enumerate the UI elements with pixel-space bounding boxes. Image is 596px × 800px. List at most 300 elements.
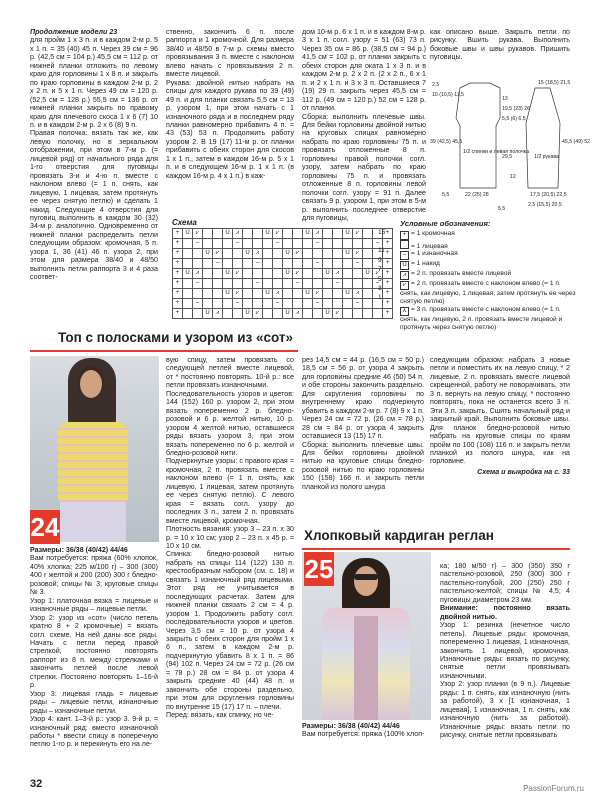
schem-label: 2,5 (432, 82, 440, 88)
scheme-cell (183, 239, 193, 249)
scheme-cell: – (293, 279, 303, 289)
schem-label: 22 (25) 28 (465, 192, 489, 198)
model23-para-1: для пройм 1 х 3 п. и в каждом 2-м р. 5 х 1 п. = 35 (40) 45 п. Через 39 см = 96 р. (42,5 см = 104 р.) 45,5 см = 112 р. от нижней планки отложить по левому краю для горловины 1 х 8 п. и закрыть по краю горловины в каждом 2-м р. 2 х 2 п. и 5 х 1 п. Через 49 см = 120 р. (52,5 см = 128 р.) 55,5 см = 136 р. от нижней планки закрыть по правому краю для плечевого скоса 1 х 6 (7) 10 п. и в каждом 2-м р. 2 х 6 (8) 9 п. (30, 36, 158, 129)
scheme-cell: + (383, 239, 393, 249)
legend-text: = 3 п. провязать вместе с наклоном влево (= 1 п. снять, как лицевую, 2 п. провязать вместе лицевой и протянуть через снятую петлю) (400, 305, 563, 331)
scheme-cell (323, 239, 333, 249)
model24-pattern3: Узор 3: лицевая гладь = лицевые ряды – лицевые петли, изнаночные ряды – изнаночные петли. (30, 689, 158, 715)
schem-label: 13 (502, 96, 508, 102)
scheme-cell (183, 249, 193, 259)
schem-label: 17,5 (20,5) 22,5 (530, 192, 567, 198)
scheme-cell (183, 299, 193, 309)
scheme-cell (303, 279, 313, 289)
scheme-cell (243, 269, 253, 279)
legend-text: = 2 п. провязать вместе с наклоном влево (= 1 п. снять, как лицевую, 1 лицевая, затем протянуть ее через снятую петлю) (400, 280, 576, 306)
scheme-cell (343, 279, 353, 289)
scheme-cell (363, 249, 373, 259)
model25-note: Внимание: постоянно вязать двойной нитью. (440, 604, 570, 621)
scheme-cell (343, 259, 353, 269)
scheme-cell (213, 239, 223, 249)
scheme-cell: + (383, 299, 393, 309)
legend-symbol: ⋏ (400, 307, 409, 316)
scheme-cell (353, 239, 363, 249)
scheme-cell (193, 259, 203, 269)
scheme-cell (333, 299, 343, 309)
legend-symbol: ⩗ (400, 281, 409, 290)
schem-label: 45,5 (49) 52 (562, 139, 590, 145)
model-face (354, 566, 378, 596)
scheme-row (173, 259, 393, 269)
scheme-row (173, 269, 393, 279)
model23-para-2: Правая полочка: вязать так же, как левую полочку, но в зеркальном отображении, при этом в 7-м р. (= лицевой ряд) от начального ряда для 1-го отверстия для пуговицы провязать 3-и и 4-ю п. вместе с наклоном влево (= 1 п. снять, как лицевую, 1 лицевая, затем протянуть ее через снятую петлю) и сделать 1 накид. Следующие 4 отверстия для пуговиц выполнить в каждом 30 (32) 34-м р. аналогично. Одновременно от нижней планки распределить петли следующим образом: кромочная, 5 п. узора 1, 36 (41) 46 п. узора 2, при этом для размера 38/40 и 48/50 выполнить петли раппорта 3 и 4 раза соответ- (30, 129, 158, 282)
model24-sizes: Размеры: 36/38 (40/42) 44/46 (30, 546, 128, 554)
model25-text: Узор 2: узор планки (в 9 п.). Лицевые ряды: 1 п. снять, как изнаночную (нить за работой), 3 x [1 изнаночная, 1 лицевая], 1 изнаночная, 1 п. снять, как изнаночную (нить за работой). Изнаночные ряды: вязать петли по рисунку, снятые петли провязывать (440, 680, 570, 740)
model24-text: Последовательность узоров и цветов: 144 (152) 160 р. узором 2, при этом вязать попеременно 2 р. бледно-розовой и 6 р. желтой нитью, 10 р. узором 4 желтой нитью, оставшиеся ряды вязать узором 3, при этом вязать попеременно по 6 р. желтой и бледно-розовой нити. (166, 389, 294, 457)
scheme-cell (263, 249, 273, 259)
scheme-cell (343, 299, 353, 309)
schem-label: 29,5 (502, 154, 513, 160)
schem-label: 19,5 (23) 26 (502, 106, 530, 112)
model23-para-6: Сборка: выполнить плечевые швы. Для бейки горловины двойной нитью на круговых спицах равномерно набрать по краю горловины 75 п. и провязать отложенные 8 п. горловины правой полочки согл. узору, затем набрать по краю горловины 75 п. и провязать отложенные 8 п. горловины левой полочки согл. узору = 91 п. Далее связать 9 р. узором 1, при этом в 5-м р. выполнить последнее отверстие для пуговицы, (302, 112, 426, 222)
model24-col3 (302, 356, 424, 491)
scheme-cell (293, 229, 303, 239)
scheme-cell (243, 229, 253, 239)
scheme-cell: U (283, 249, 293, 259)
model25-text: Узор 1: резинка (нечетное число петель). Лицевые ряды: кромочная, попеременно 1 лицевая, 1 изнаночная, закончить 1 лицевой, кромочная. Изнаночные ряды: вязать по рисунку, снятые петли провязывать изнаночными. (440, 621, 570, 680)
scheme-cell (263, 299, 273, 309)
legend-item (400, 306, 576, 331)
legend-symbol: U (400, 261, 409, 270)
schem-label: 5,5 (498, 206, 506, 212)
scheme-cell: U (283, 309, 293, 319)
scheme-cell (323, 229, 333, 239)
legend-text: = 2 п. провязать вместе лицевой (411, 270, 512, 278)
scheme-cell (363, 299, 373, 309)
scheme-row-numbers (378, 228, 385, 303)
model24-text: следующим образом: набрать 3 новые петли и поместить их на левую спицу, * 2 лицевые, 2 п. провязать вместе лицевой скрещенной, работу не поворачивать, эти 3 п. вернуть на левую спицу, * постоянно повторять, пока не останется всего 3 п. Эти 3 п. закрыть. Сшить начальный ряд и закрытый край. Выполнить боковые швы. Для планок бледно-розовой нитью набрать на круговые спицы по краям пройм по 100 (108) 116 п. и закрыть петли планкой из полого шнура, как на горловине. (430, 356, 570, 466)
model23-col1 (30, 28, 158, 282)
scheme-row (173, 239, 393, 249)
scheme-cell: – (353, 259, 363, 269)
scheme-row (173, 309, 393, 319)
scheme-cell: ⩘ (233, 229, 243, 239)
scheme-cell: ⩗ (253, 309, 263, 319)
scheme-cell (223, 259, 233, 269)
scheme-cell (223, 299, 233, 309)
scheme-cell: ⩘ (293, 309, 303, 319)
scheme-cell: ⩗ (373, 269, 383, 279)
scheme-cell (203, 269, 213, 279)
scheme-cell (233, 249, 243, 259)
scheme-cell (273, 309, 283, 319)
model24-title-rule (30, 350, 298, 352)
scheme-cell (333, 229, 343, 239)
scheme-cell (323, 249, 333, 259)
scheme-cell: U (263, 229, 273, 239)
scheme-cell: + (173, 269, 183, 279)
scheme-cell (213, 279, 223, 289)
scheme-cell (273, 249, 283, 259)
legend-text: = 1 кромочная (411, 229, 455, 237)
scheme-cell (333, 289, 343, 299)
row-number: 7 (378, 266, 382, 274)
scheme-cell (193, 309, 203, 319)
row-number: 9 (378, 256, 382, 264)
scheme-cell (233, 279, 243, 289)
legend-item (400, 230, 576, 240)
scheme-cell: U (263, 289, 273, 299)
scheme-cell: U (183, 269, 193, 279)
model24-pattern4: Узор 4: кант. 1–3-й р.: узор 3. 9-й р. = изнаночный ряд: вместо изнаночной работы * ввести спицу в поперечную петлю 1-го р. и перекинуть его на ле- (30, 715, 158, 749)
scheme-cell (263, 279, 273, 289)
scheme-cell (183, 309, 193, 319)
model24-col4 (430, 356, 570, 476)
model25-title: Хлопковый кардиган реглан (304, 528, 494, 543)
scheme-cell (183, 279, 193, 289)
model25-intro (302, 722, 434, 739)
scheme-cell (273, 259, 283, 269)
scheme-cell (303, 309, 313, 319)
schem-label: 5,5 (442, 192, 450, 198)
legend-symbol: ⩘ (400, 271, 409, 280)
scheme-cell (293, 259, 303, 269)
scheme-title: Схема (172, 218, 197, 227)
row-number: 1 (378, 294, 382, 302)
model23-para-3: ственно, закончить 6 п. после раппорта и 1 кромочной. Для размера 38/40 и 48/50 в 7-м р. схемы вместо провязывания 3 п. вместе с наклоном влево начать с провязывания 2 п. вместе лицевой. (166, 28, 294, 79)
scheme-row (173, 289, 393, 299)
scheme-cell: + (173, 299, 183, 309)
scheme-cell: U (183, 229, 193, 239)
scheme-cell (343, 269, 353, 279)
scheme-cell: ⩗ (233, 269, 243, 279)
schem-label: 1/2 рукава (534, 154, 559, 160)
model25-col (440, 562, 570, 740)
scheme-cell: – (253, 279, 263, 289)
scheme-cell: ⩗ (293, 269, 303, 279)
scheme-cell (323, 289, 333, 299)
model24-text: Перед: вязать, как спинку, но че- (166, 711, 274, 720)
scheme-cell (283, 279, 293, 289)
scheme-cell (343, 239, 353, 249)
legend-title: Условные обозначения: (400, 219, 491, 228)
scheme-cell: – (233, 299, 243, 309)
scheme-cell: – (273, 299, 283, 309)
model23-col4 (430, 28, 570, 62)
scheme-cell: + (173, 309, 183, 319)
model24-text: Сборка: выполнить плечевые швы. Для бейки горловины двойной нитью на круговые спицы бледно-розовой нитью по краю горловины 150 (158) 166 п. и закрыть петли планкой из полого шнура (302, 440, 424, 491)
scheme-cell: – (193, 279, 203, 289)
scheme-cell: – (353, 299, 363, 309)
scheme-cell (283, 259, 293, 269)
scheme-row (173, 279, 393, 289)
model23-col3 (302, 28, 426, 222)
model25-title-rule (302, 548, 570, 550)
schem-label: 2,5 (15,5) 20,5 (528, 202, 562, 208)
scheme-cell (343, 309, 353, 319)
scheme-cell (283, 239, 293, 249)
legend-item (400, 240, 576, 251)
scheme-cell: U (243, 309, 253, 319)
model-jeans (60, 502, 126, 542)
model24-materials: Вам потребуется: пряжа (60% хлопок, 40% хлопка; 225 м/100 г) – 300 (300) 400 г желтой и 200 (200) 300 г бледно-розовой; спицы № 3; круговые спицы № 3. (30, 554, 158, 597)
scheme-cell (203, 299, 213, 309)
model23-para-5: дом 10-м р. 6 х 1 п. и в каждом 8-м р. 3 х 1 п. согл. узору = 51 (63) 73 п. Через 35 см = 86 р. (38,5 см = 94 р.) 41,5 см = 102 р. от планки закрыть с обеих сторон для оката 1 х 3 п. и в каждом 2-м р. 2 х 2 п. (2 х 2 п., 6 х 1 п. и 2 х 1 п. и 3 х 3 п. Оставшиеся 7 (19) 29 п. закрыть через 45,5 см = 112 р. (49 см = 120 р.) 52 см = 128 р. от планки. (302, 28, 426, 113)
schem-label: 1/2 спинки и левая полочка (463, 149, 529, 155)
scheme-cell: U (323, 309, 333, 319)
scheme-cell (283, 229, 293, 239)
scheme-cell (183, 259, 193, 269)
scheme-cell: + (383, 249, 393, 259)
inner-top (354, 616, 378, 720)
striped-top (58, 422, 128, 502)
model24-col1 (30, 546, 158, 749)
scheme-cell (303, 299, 313, 309)
scheme-cell: ⩗ (293, 249, 303, 259)
scheme-cell (203, 279, 213, 289)
model24-number-badge: 24 (30, 512, 60, 542)
scheme-cell (313, 279, 323, 289)
legend-text: = 1 накид (411, 260, 440, 268)
scheme-cell (273, 279, 283, 289)
scheme-row (173, 229, 393, 239)
scheme-cell: U (303, 229, 313, 239)
scheme-cell: + (383, 229, 393, 239)
row-number: 5 (378, 275, 382, 283)
legend-item (400, 280, 576, 305)
scheme-cell (263, 269, 273, 279)
scheme-cell: ⩗ (233, 289, 243, 299)
scheme-cell (313, 269, 323, 279)
scheme-cell (223, 309, 233, 319)
legend-symbol (400, 240, 409, 249)
model23-para-4: Рукава: двойной нитью набрать на спицы для каждого рукава по 39 (49) 49 п. и для планки связать 5,5 см = 13 р. узором 1, при этом начать с 1 изнаночного ряда и в последнем ряду планки равномерно прибавить 4 п. = 43 (53) 53 п. Продолжить работу узором 2. В 19 (17) 11-м р. от планки прибавить с обеих сторон для скосов 1 х 1 п., затем в каждом 16-м р. 5 х 1 п. и в следующем 16-м р. 1 х 1 п. (в каждом 16-м р. 4 х 1 п.) в каж- (166, 78, 294, 180)
scheme-cell (203, 289, 213, 299)
schem-label: 39 (42,5) 45,5 (430, 139, 463, 145)
model25-number-badge: 25 (304, 554, 334, 584)
model24-text: Спинка: бледно-розовой нитью набрать на спицы 114 (122) 130 п. крестообразным набором (см. с. 18) и связать 1 изнаночный ряд лицевыми. Этот ряд не учитывается в последующих расчетах. Затем для нижней планки связать 2 см = 4 р. узором 1. Продолжить работу согл. последовательности узоров и цветов. Через 3,5 см = 10 р. от узора 4 закрыть с обеих сторон для пройм 1 x 6 п., затем в каждом 2-м р. подчеркнутую убавить 8 x 1 п. = 86 (94) 102 п. Через 24 см = 72 р. (26 см = 78 р.) 28 см = 84 р. от узора 4 закрыть средние 40 (44) 48 п. и закончить обе стороны раздельно, при этом для скругления горловины по внутренне 15 (17) 17 п. – плечи. (166, 550, 294, 711)
scheme-cell (253, 269, 263, 279)
scheme-cell: – (333, 279, 343, 289)
scheme-cell (293, 289, 303, 299)
scheme-cell: ⩘ (253, 249, 263, 259)
scheme-cell (293, 239, 303, 249)
scheme-cell (253, 289, 263, 299)
model24-col2 (166, 356, 294, 719)
scheme-cell (293, 299, 303, 309)
scheme-cell: U (303, 289, 313, 299)
scheme-cell: ⩘ (213, 309, 223, 319)
scheme-cell: U (223, 269, 233, 279)
scheme-cell: – (193, 299, 203, 309)
row-number: 11 (378, 247, 385, 255)
scheme-cell (353, 309, 363, 319)
scheme-cell (303, 259, 313, 269)
scheme-cell: – (373, 279, 383, 289)
scheme-cell (253, 299, 263, 309)
scheme-cell (353, 279, 363, 289)
scheme-cell (363, 309, 373, 319)
scheme-cell (223, 249, 233, 259)
scheme-cell (363, 229, 373, 239)
scheme-cell: – (233, 239, 243, 249)
scheme-cell (223, 239, 233, 249)
scheme-legend (400, 220, 576, 331)
scheme-cell (373, 309, 383, 319)
model23-col2 (166, 28, 294, 180)
scheme-cell: – (313, 259, 323, 269)
scheme-cell: + (173, 279, 183, 289)
scheme-cell: U (283, 269, 293, 279)
scheme-cell (363, 259, 373, 269)
scheme-cell (243, 299, 253, 309)
scheme-cell (253, 239, 263, 249)
scheme-cell: ⩗ (353, 249, 363, 259)
scheme-cell (233, 309, 243, 319)
scheme-cell: + (173, 229, 183, 239)
scheme-cell: – (373, 239, 383, 249)
legend-symbol: – (400, 251, 409, 260)
model24-text: вую спицу, затем провязать со следующей петлей вместе лицевой, от * постоянно повторять. 10-й р.: все петли провязать изнаночными. (166, 356, 294, 390)
scheme-cell (323, 279, 333, 289)
scheme-cell (323, 299, 333, 309)
scheme-cell: + (173, 289, 183, 299)
scheme-cell: ⩘ (193, 269, 203, 279)
scheme-cell: U (203, 249, 213, 259)
scheme-cell: ⩗ (353, 229, 363, 239)
scheme-cell: U (323, 269, 333, 279)
scheme-cell: U (243, 249, 253, 259)
scheme-cell: + (173, 259, 183, 269)
knitting-scheme-grid (172, 228, 393, 319)
scheme-cell (243, 279, 253, 289)
scheme-cell (193, 289, 203, 299)
scheme-cell (263, 239, 273, 249)
scheme-cell (203, 259, 213, 269)
scheme-cell: + (383, 309, 393, 319)
scheme-cell (213, 229, 223, 239)
model23-para-7: как описано выше. Закрыть петли по рисунку. Вшить рукава. Выполнить боковые швы и швы рукавов. Пришить пуговицы. (430, 28, 570, 62)
model25-text: ка; 180 м/50 г) – 300 (350) 350 г пастельно-розовой, 250 (300) 300 г пастельно-голубой, 200 (250) 250 г пастельно-желтой; спицы № 4,5; 4 пуговицы диаметром 23 мм. (440, 562, 570, 604)
scheme-row (173, 249, 393, 259)
scheme-cell (353, 269, 363, 279)
model25-sizes: Размеры: 36/38 (40/42) 44/46 (302, 722, 400, 730)
model24-title: Топ с полосками и узором из «сот» (58, 330, 294, 345)
scheme-cell (333, 249, 343, 259)
scheme-cell: ⩗ (193, 229, 203, 239)
scheme-cell (303, 249, 313, 259)
scheme-cell (263, 259, 273, 269)
scheme-cell (243, 239, 253, 249)
scheme-cell (313, 309, 323, 319)
scheme-cell: ⩗ (333, 309, 343, 319)
model24-text: рез 14,5 см = 44 р. (16,5 см = 50 р.) 18,5 см = 56 р. от узора 4 закрыть для горловины средние 46 (50) 54 п. и обе стороны закончить раздельно. Для скругления горловины по внутреннему краю подчеркнуто убавить в каждом 2-м р. 7 (8) 9 x 1 п. Через 24 см = 72 р. (26 см = 78 р.) 28 см = 84 р. от узора 4 закрыть оставшиеся 13 (15) 17 п. (302, 356, 424, 441)
scheme-cell: ⩗ (213, 249, 223, 259)
schem-label: 5,5 (6) 6,5 (502, 116, 526, 122)
scheme-cell: ⩘ (333, 269, 343, 279)
scheme-cell: – (313, 239, 323, 249)
scheme-cell: U (343, 229, 353, 239)
legend-item (400, 260, 576, 270)
pattern-schematic (430, 78, 590, 218)
scheme-cell: ⩘ (353, 289, 363, 299)
scheme-cell: U (343, 249, 353, 259)
scheme-cell (183, 289, 193, 299)
scheme-cell (243, 289, 253, 299)
row-number: 15 (378, 229, 386, 236)
scheme-cell (213, 289, 223, 299)
site-watermark: PassionForum.ru (523, 784, 584, 793)
model23-heading: Продолжение модели 23 (30, 28, 118, 36)
scheme-cell: U (223, 229, 233, 239)
scheme-cell: ⩘ (273, 289, 283, 299)
scheme-cell: – (253, 259, 263, 269)
scheme-cell: ⩘ (313, 229, 323, 239)
scheme-cell: + (383, 269, 393, 279)
model24-pattern2: Узор 2: узор из «сот» (число петель кратно 8 + 2 кромочные) = вязать согл. схеме. На ней даны все ряды. Начать с петли перед правой стрелкой, постоянно повторять раппорт из 8 п. между стрелками и закончить петлей после левой стрелки. Постоянно повторять 1–16-й р. (30, 613, 158, 690)
scheme-cell (263, 309, 273, 319)
legend-text: = 1 лицевая (411, 242, 448, 250)
scheme-cell (213, 299, 223, 309)
scheme-cell (323, 259, 333, 269)
scheme-cell (213, 269, 223, 279)
scheme-cell: + (383, 279, 393, 289)
scheme-cell: + (383, 289, 393, 299)
schem-label: 15 (18,5) 21,5 (538, 80, 571, 86)
scheme-cell (283, 299, 293, 309)
model24-text: Подчеркнутые узоры: с правого края = кромочная, 2 п. провязать вместе с наклоном влево (= 1 п. снять, как лицевую, 1 лицевая, затем протянуть ее через снятую петлю). С левого края = вязать согл. узору до последних 3 п., затем 2 п. провязать вместе лицевой, кромочная. (166, 457, 294, 525)
schem-label: 12 (510, 174, 516, 180)
model24-scheme-ref: Схема и выкройка на с. 33 (477, 467, 570, 476)
model24-pattern1: Узор 1: платочная вязка = лицевые и изнаночные ряды – лицевые петли. (30, 596, 158, 614)
row-number: 3 (378, 285, 382, 293)
scheme-cell: ⩗ (273, 229, 283, 239)
scheme-cell (273, 269, 283, 279)
scheme-cell (363, 289, 373, 299)
scheme-cell: – (273, 239, 283, 249)
scheme-cell (333, 259, 343, 269)
legend-text: = 1 изнаночная (411, 250, 458, 258)
model25-materials: Вам потребуется: пряжа (100% хлоп- (302, 730, 425, 739)
scheme-cell (283, 289, 293, 299)
scheme-cell: – (193, 239, 203, 249)
scheme-cell: U (223, 289, 233, 299)
page-number: 32 (30, 778, 43, 790)
scheme-cell (363, 279, 373, 289)
scheme-cell: U (203, 309, 213, 319)
scheme-cell (333, 239, 343, 249)
scheme-cell: U (363, 269, 373, 279)
schem-label: 10 (10,5) 11,5 (432, 92, 464, 98)
scheme-cell (233, 259, 243, 269)
scheme-cell (193, 249, 203, 259)
legend-symbol: + (400, 231, 409, 240)
legend-item (400, 270, 576, 280)
scheme-cell (223, 279, 233, 289)
scheme-cell: – (313, 299, 323, 309)
scheme-cell: – (213, 259, 223, 269)
scheme-cell (363, 239, 373, 249)
scheme-cell: ⩗ (313, 289, 323, 299)
scheme-cell: + (383, 259, 393, 269)
scheme-cell: + (173, 239, 183, 249)
scheme-cell (303, 269, 313, 279)
scheme-cell: U (343, 289, 353, 299)
scheme-cell (303, 239, 313, 249)
model-face-front (80, 370, 102, 398)
scheme-cell (253, 229, 263, 239)
scheme-cell (203, 239, 213, 249)
legend-item (400, 250, 576, 260)
